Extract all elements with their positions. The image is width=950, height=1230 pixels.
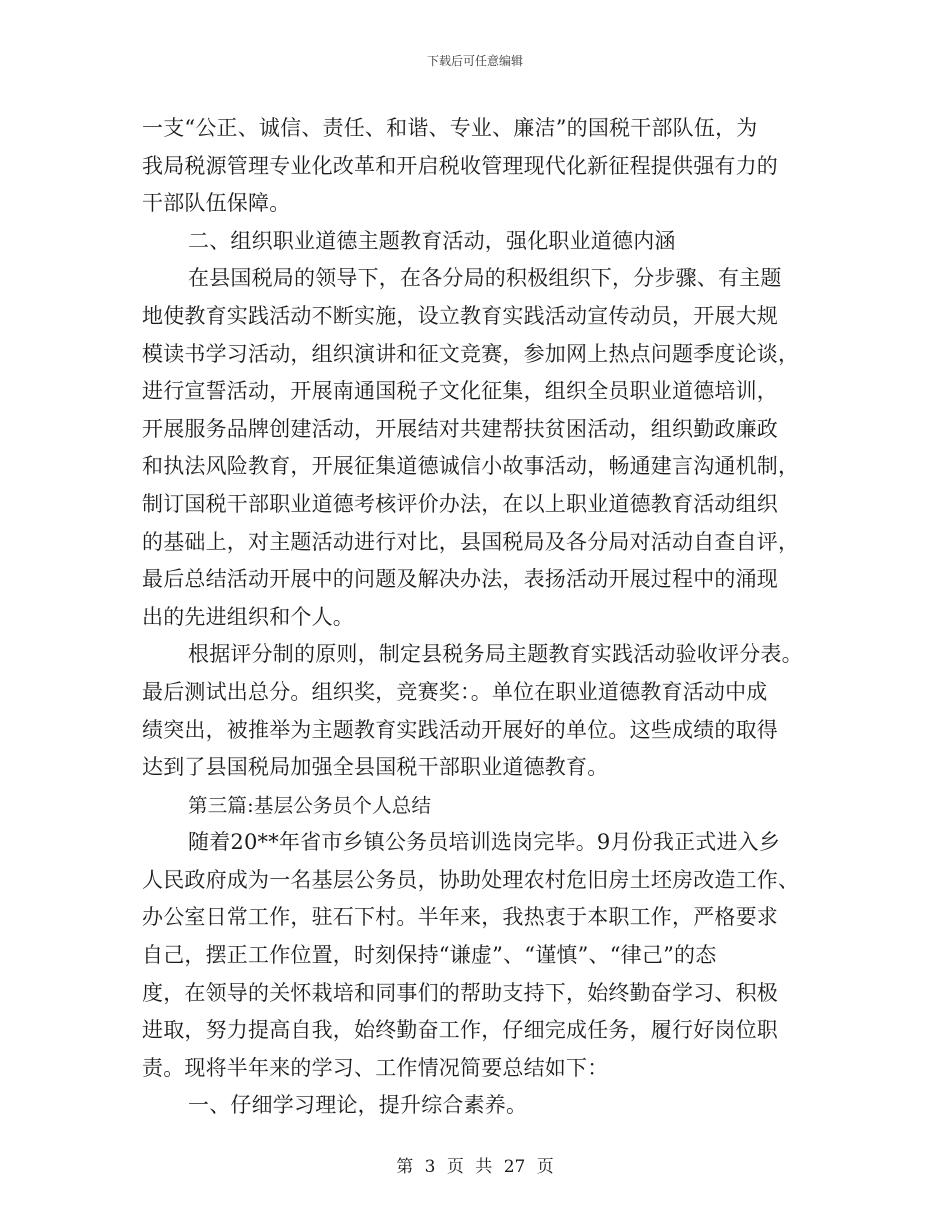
text-line: 达到了县国税局加强全县国税干部职业道德教育。: [142, 755, 609, 780]
section-heading: 二、组织职业道德主题教育活动，强化职业道德内涵: [188, 228, 676, 253]
text-line: 和执法风险教育，开展征集道德诚信小故事活动，畅通建言沟通机制，: [142, 454, 800, 479]
text-line: 一支“公正、诚信、责任、和谐、专业、廉洁”的国税干部队伍，为: [142, 116, 758, 140]
text-line: 责。现将半年来的学习、工作情况简要总结如下：: [142, 1055, 609, 1080]
text-line: 出的先进组织和个人。: [142, 604, 354, 629]
text-line: 在县国税局的领导下，在各分局的积极组织下，分步骤、有主题: [188, 266, 782, 291]
text-line: 开展服务品牌创建活动，开展结对共建帮扶贫困活动，组织勤政廉政: [142, 416, 778, 441]
document-body: [142, 110, 822, 1125]
text-line: 进取，努力提高自我，始终勤奋工作，仔细完成任务，履行好岗位职: [142, 1018, 778, 1043]
text-line: 办公室日常工作，驻石下村。半年来，我热衷于本职工作，严格要求: [142, 905, 778, 930]
section-heading: 一、仔细学习理论，提升综合素养。: [188, 1093, 528, 1118]
header-note: 下载后可任意编辑: [426, 54, 523, 68]
page-number: 第 3 页 共 27 页: [396, 1157, 554, 1177]
text-line: 绩突出，被推举为主题教育实践活动开展好的单位。这些成绩的取得: [142, 717, 778, 742]
text-line: 进行宣誓活动，开展南通国税子文化征集，组织全员职业道德培训，: [142, 379, 778, 404]
text-line: 度，在领导的关怀栽培和同事们的帮助支持下，始终勤奋学习、积极: [142, 980, 778, 1005]
text-line: 的基础上，对主题活动进行对比，县国税局及各分局对活动自查自评，: [142, 529, 800, 554]
text-line: 根据评分制的原则，制定县税务局主题教育实践活动验收评分表。: [188, 642, 803, 667]
text-line: 干部队伍保障。: [142, 191, 291, 216]
text-line: 模读书学习活动，组织演讲和征文竞赛，参加网上热点问题季度论谈，: [142, 341, 800, 366]
text-line: 制订国税干部职业道德考核评价办法，在以上职业道德教育活动组织: [142, 491, 778, 516]
text-line: 我局税源管理专业化改革和开启税收管理现代化新征程提供强有力的: [142, 153, 778, 178]
text-line: 自己，摆正工作位置，时刻保持“谦虚”、“谨慎”、“律己”的态: [142, 943, 717, 968]
text-line: 最后总结活动开展中的问题及解决办法，表扬活动开展过程中的涌现: [142, 567, 778, 592]
chapter-heading: 第三篇:基层公务员个人总结: [188, 793, 432, 817]
text-line: 最后测试出总分。组织奖，竞赛奖：。单位在职业道德教育活动中成: [142, 679, 768, 704]
text-line: 随着20**年省市乡镇公务员培训选岗完毕。9月份我正式进入乡: [188, 830, 781, 855]
text-line: 地使教育实践活动不断实施，设立教育实践活动宣传动员，开展大规: [142, 303, 778, 328]
text-line: 人民政府成为一名基层公务员，协助处理农村危旧房土坯房改造工作、: [142, 867, 800, 892]
